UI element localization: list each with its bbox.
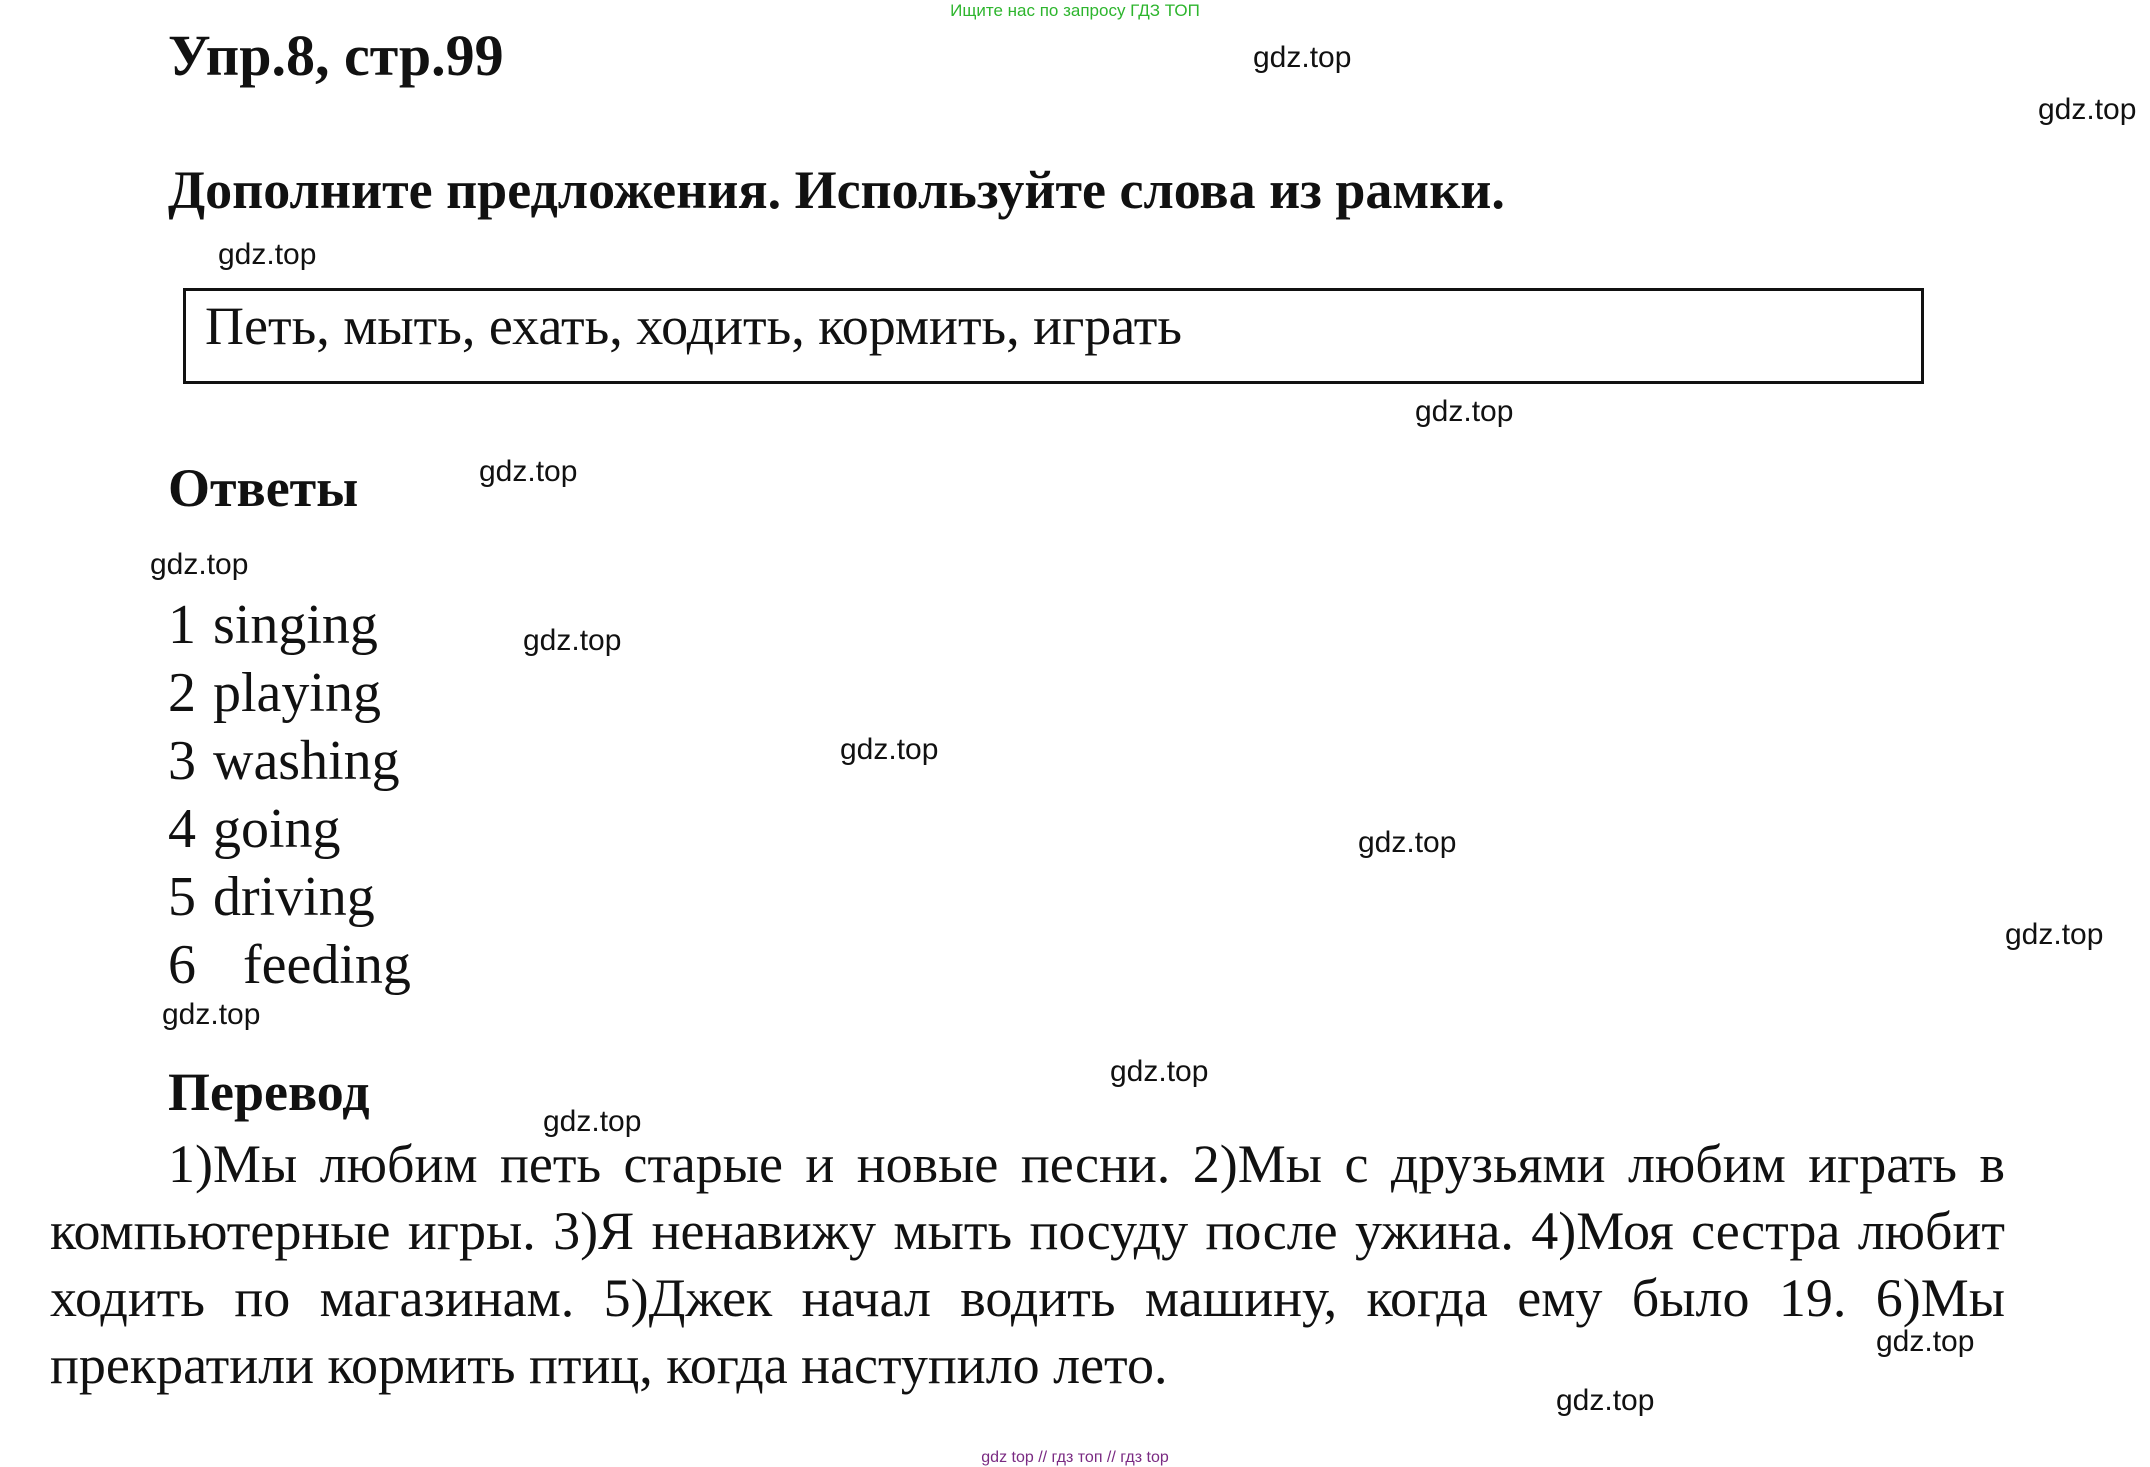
- answer-word: playing: [213, 662, 381, 724]
- translation-heading: Перевод: [168, 1062, 370, 1122]
- answer-item: [168, 795, 411, 863]
- answer-word: feeding: [243, 934, 411, 996]
- exercise-title: Упр.8, стр.99: [168, 23, 504, 88]
- watermark: gdz.top: [840, 733, 939, 766]
- answer-number: 4: [168, 798, 196, 860]
- watermark: gdz.top: [543, 1105, 642, 1138]
- answer-item: [168, 591, 411, 659]
- answer-word: washing: [213, 730, 400, 792]
- watermark: gdz.top: [1110, 1055, 1209, 1088]
- answer-item: [168, 659, 411, 727]
- watermark: gdz.top: [479, 455, 578, 488]
- answers-heading: Ответы: [168, 458, 359, 518]
- watermark: gdz.top: [2005, 918, 2104, 951]
- watermark: gdz.top: [523, 624, 622, 657]
- watermark: gdz.top: [1415, 395, 1514, 428]
- answer-number: 6: [168, 934, 196, 996]
- translation-text: 1)Мы любим петь старые и новые песни. 2)Мы с друзьями любим играть в компьютерные игры. 3)Я ненавижу мыть посуду после ужина. 4)Моя сестра любит ходить по магазинам. 5)Джек начал водить машину, когда ему было 19. 6)Мы прекратили кормить птиц, когда наступило лето.: [50, 1134, 2005, 1395]
- watermark: gdz.top: [218, 238, 317, 271]
- watermark: gdz.top: [162, 998, 261, 1031]
- watermark: gdz.top: [1253, 41, 1352, 74]
- word-box: [183, 288, 1924, 384]
- watermark: gdz.top: [150, 548, 249, 581]
- watermark: gdz.top: [2038, 93, 2137, 126]
- answer-number: 2: [168, 662, 196, 724]
- watermark: gdz.top: [1876, 1325, 1975, 1358]
- answer-number: 3: [168, 730, 196, 792]
- word-box-words: Петь, мыть, ехать, ходить, кормить, играть: [205, 296, 1183, 356]
- instruction-text: Дополните предложения. Используйте слова из рамки.: [168, 160, 1505, 220]
- watermark: gdz.top: [1358, 826, 1457, 859]
- answers-list: [168, 591, 411, 999]
- answer-word: going: [213, 798, 341, 860]
- answer-number: 1: [168, 594, 196, 656]
- top-search-note: Ищите нас по запросу ГДЗ ТОП: [950, 1, 1200, 20]
- bottom-watermark-note: gdz top // гдз топ // гдз top: [981, 1449, 1169, 1466]
- answer-item: [168, 931, 411, 999]
- answer-word: driving: [213, 866, 375, 928]
- answer-item: [168, 863, 411, 931]
- answer-item: [168, 727, 411, 795]
- answer-word: singing: [213, 594, 378, 656]
- watermark: gdz.top: [1556, 1384, 1655, 1417]
- answer-number: 5: [168, 866, 196, 928]
